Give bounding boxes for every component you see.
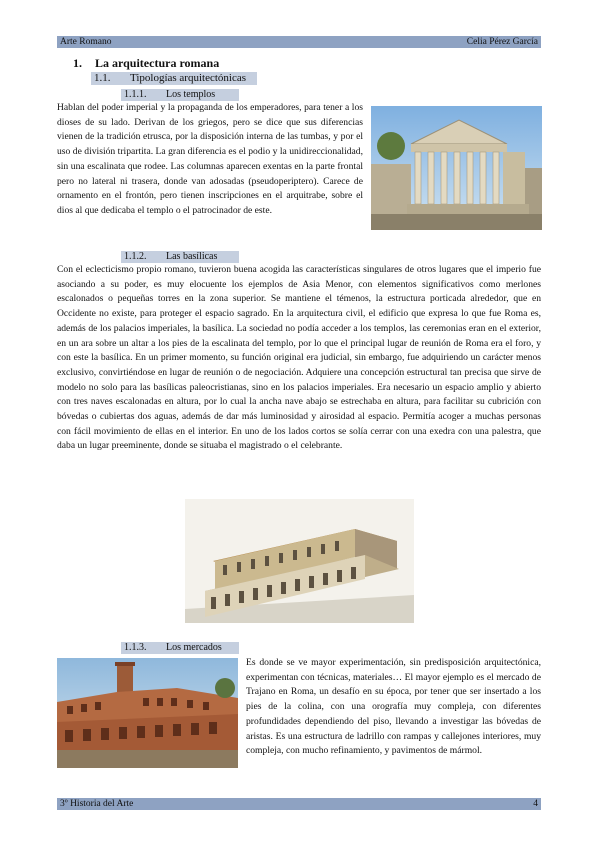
page-footer [57, 798, 541, 810]
markets-number: 1.1.3. [124, 642, 147, 653]
footer-left: 3º Historia del Arte [60, 799, 134, 809]
basilicas-number: 1.1.2. [124, 251, 147, 262]
header-right: Celia Pérez García [466, 37, 538, 47]
subsection-number: 1.1. [94, 72, 111, 84]
temples-title: Los templos [166, 89, 216, 100]
basilicas-heading [121, 251, 239, 263]
trajan-market-photo [57, 658, 238, 768]
basilicas-paragraph: Con el eclecticismo propio romano, tuvieron buena acogida las características singulares de otros lugares que el imperio fue asociando a su poder, es muy elocuente los ejemplos de Asia Menor, con elementos significativos como merlones escalonados o pequeñas torres en la zona superior. Se mantiene el témenos, la estructura porticada alrededor, que en Occidente no existe, para proteger el espacio sagrado. En la arquitectura civil, el edificio que expresa lo que fue Roma es, además de los palacios imperiales, la basílica. La sociedad no podía acceder a los templos, las ceremonias eran en el exterior, en un ara sobre un altar a los pies de la escalinata del templo, por lo que el principal lugar de reunión de Roma era el foro, y con este la basílica. En un primer momento, su función original era judicial, sin embargo, fue adquiriendo un carácter menos exclusivo, convirtiéndose en lugar de reunión o de negociación. Adquiere una concepción estructural tan precisa que sirve de modelo no solo para las basílicas paleocristianas, sino en los palacios imperiales. Era necesario un espacio amplio y abierto con tres naves escalonadas en altura, por lo cual la ancha nave abajo se estrechaba en altura, para facilitar su cubrición con bóvedas o cubiertas dos aguas, además de dar más luminosidad y airosidad al espacio. Permitía acoger a muchas personas con fácil movimiento de ellas en el interior. En uno de los lados cortos se solía cerrar con una exedra con una palestra, que daba un lugar preeminente, donde se situaba el magistrado o el celebrante. [57, 264, 541, 452]
temples-paragraph: Hablan del poder imperial y la propaganda de los emperadores, para tener a los dioses de su lado. Derivan de los griegos, pero se dice que sus diferencias vienen de la tradición etrusca, por la disposición interna de las tumbas, y por el uso de división tripartita. La gran diferencia es el podio y la unidireccionalidad, sin una escalinata que rodee. Las columnas aparecen exentas en la parte frontal pero no lateral ni trasera, donde van adosadas (pseudoperiptero). Carece de ornamento en el frontón, pero tienen inscripciones en el arquitrabe, sobre el dios al que dedicaba el templo o el patrocinador de este. [57, 102, 363, 216]
temples-number: 1.1.1. [124, 89, 147, 100]
markets-title: Los mercados [166, 642, 222, 653]
temples-heading [121, 89, 239, 101]
temple-photo [371, 106, 542, 230]
section-heading [73, 56, 219, 71]
markets-heading [121, 642, 239, 654]
subsection-heading [91, 72, 257, 85]
page-number: 4 [533, 799, 538, 809]
header-left: Arte Romano [60, 37, 112, 47]
subsection-title: Tipologías arquitectónicas [130, 72, 246, 84]
basilicas-title: Las basílicas [166, 251, 218, 262]
section-number: 1. [73, 56, 82, 70]
page-header [57, 36, 541, 48]
section-title: La arquitectura romana [95, 56, 220, 70]
basilica-render [185, 499, 414, 623]
markets-paragraph: Es donde se ve mayor experimentación, sin predisposición arquitectónica, experimentan con técnicas, materiales… El mayor ejemplo es el mercado de Trajano en Roma, un desafío en su época, por tener que ser insertado a los pies de la colina, con una orografía muy compleja, con diferentes profundidades dependiendo del piso, llevando a investigar las bóvedas de aristas. Es una estructura de ladrillo con rampas y callejones interiores, muy compleja, con mucho refinamiento, y pavimentos de mármol. [246, 657, 541, 757]
